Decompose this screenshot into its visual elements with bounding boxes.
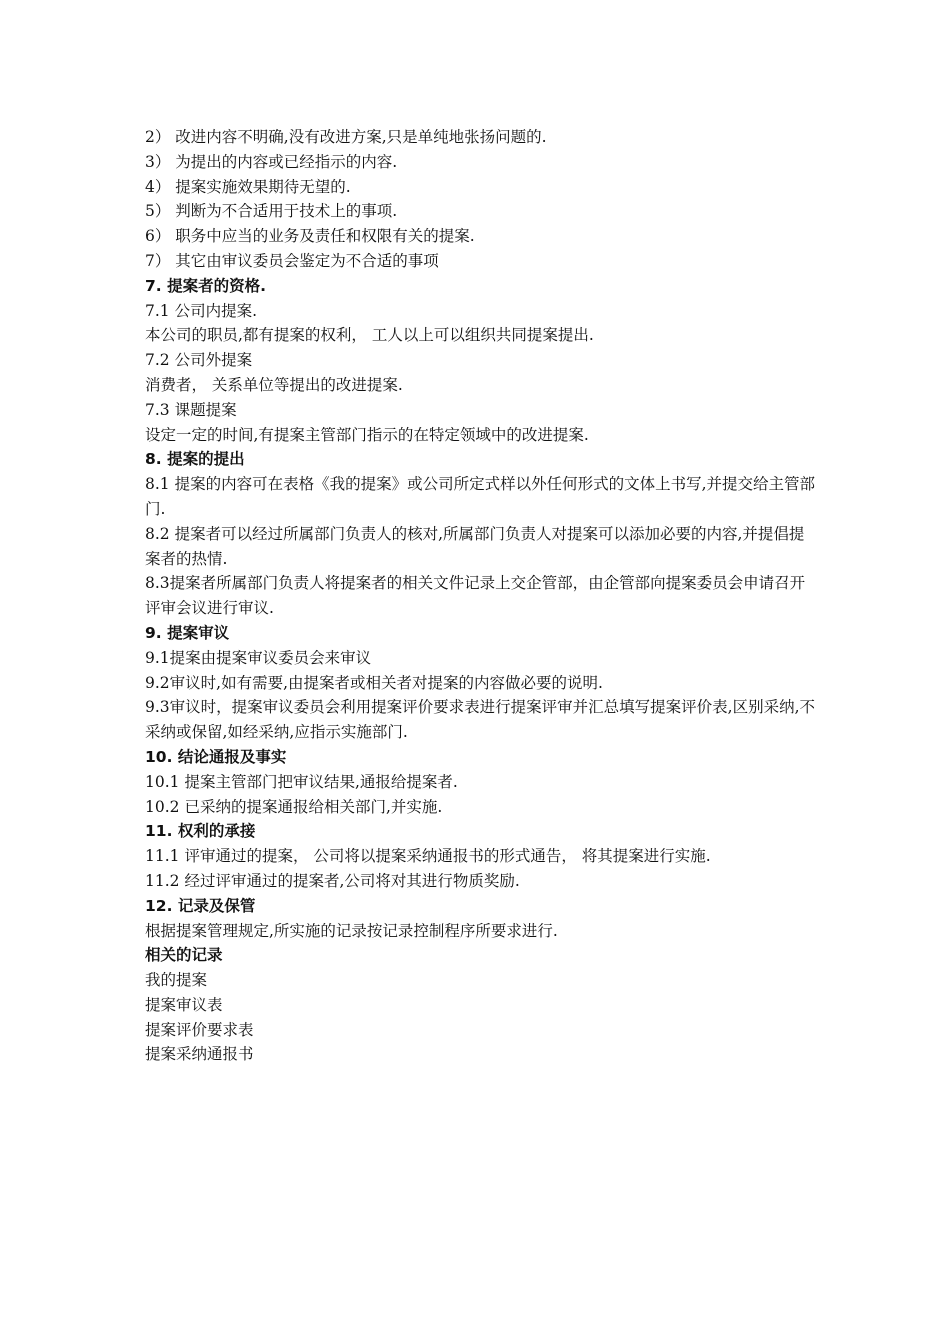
section-heading: 11. 权利的承接: [145, 822, 256, 841]
paragraph-line: 提案采纳通报书: [145, 1045, 254, 1064]
paragraph-line: 8.2 提案者可以经过所属部门负责人的核对,所属部门负责人对提案可以添加必要的内容,并提倡提案者的热情.: [145, 524, 805, 568]
paragraph-line: 7.2 公司外提案: [145, 351, 253, 370]
paragraph-line: 本公司的职员,都有提案的权利， 工人以上可以组织共同提案提出.: [145, 326, 594, 345]
paragraph-line: 根据提案管理规定,所实施的记录按记录控制程序所要求进行.: [145, 921, 558, 940]
paragraph-line: 4） 提案实施效果期待无望的.: [145, 177, 351, 196]
section-heading: 9. 提案审议: [145, 623, 230, 642]
section-heading: 相关的记录: [145, 946, 223, 965]
paragraph-line: 9.3审议时，提案审议委员会利用提案评价要求表进行提案评审并汇总填写提案评价表,区别采纳,不采纳或保留,如经采纳,应指示实施部门.: [145, 698, 816, 742]
section-heading: 8. 提案的提出: [145, 450, 245, 469]
paragraph-line: 8.3提案者所属部门负责人将提案者的相关文件记录上交企管部，由企管部向提案委员会申请召开评审会议进行审议.: [145, 574, 806, 618]
paragraph-line: 提案评价要求表: [145, 1020, 254, 1039]
paragraph-line: 8.1 提案的内容可在表格《我的提案》或公司所定式样以外任何形式的文体上书写,并提交给主管部门.: [145, 475, 816, 518]
section-heading: 7. 提案者的资格.: [145, 276, 266, 295]
paragraph-line: 10.2 已采纳的提案通报给相关部门,并实施.: [145, 797, 443, 816]
paragraph-line: 11.1 评审通过的提案， 公司将以提案采纳通报书的形式通告， 将其提案进行实施.: [145, 847, 711, 866]
paragraph-line: 7.3 课题提案: [145, 400, 237, 419]
paragraph-line: 9.1提案由提案审议委员会来审议: [145, 648, 372, 667]
paragraph-line: 3） 为提出的内容或已经指示的内容.: [145, 152, 398, 171]
paragraph-line: 7.1 公司内提案.: [145, 301, 258, 320]
paragraph-line: 11.2 经过评审通过的提案者,公司将对其进行物质奖励.: [145, 871, 520, 890]
section-heading: 12. 记录及保管: [145, 896, 256, 915]
paragraph-line: 消费者， 关系单位等提出的改进提案.: [145, 375, 403, 394]
paragraph-line: 5） 判断为不合适用于技术上的事项.: [145, 202, 398, 221]
paragraph-line: 7） 其它由审议委员会鉴定为不合适的事项: [145, 251, 439, 270]
paragraph-line: 提案审议表: [145, 995, 223, 1014]
section-heading: 10. 结论通报及事实: [145, 747, 287, 766]
paragraph-line: 我的提案: [145, 971, 208, 990]
paragraph-line: 6） 职务中应当的业务及责任和权限有关的提案.: [145, 227, 475, 246]
paragraph-line: 10.1 提案主管部门把审议结果,通报给提案者.: [145, 772, 458, 791]
document-page: [145, 125, 815, 1067]
paragraph-line: 设定一定的时间,有提案主管部门指示的在特定领域中的改进提案.: [145, 425, 589, 444]
paragraph-line: 9.2审议时,如有需要,由提案者或相关者对提案的内容做必要的说明.: [145, 673, 603, 692]
paragraph-line: 2） 改进内容不明确,没有改进方案,只是单纯地张扬问题的.: [145, 128, 547, 146]
